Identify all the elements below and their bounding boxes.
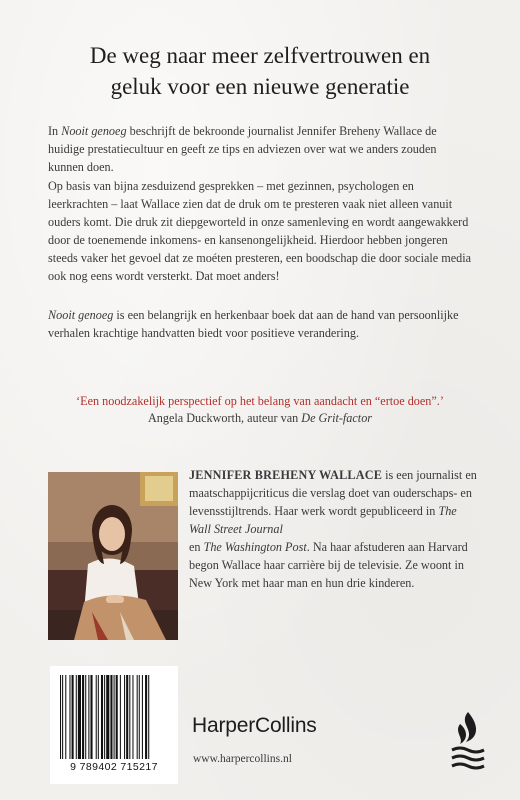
author-bio [189,466,479,592]
headline [40,40,480,102]
barcode-bars [58,675,170,759]
endorsement-quote [40,393,480,427]
headline-line-2: geluk voor een nieuwe generatie [110,74,410,99]
isbn-number: 9 789402 715217 [70,761,158,773]
publisher-website: www.harpercollins.nl [193,753,292,765]
closing-paragraph [48,306,472,342]
author-photo-illustration [48,472,178,640]
publication-wsj: The Wall Street Journal [189,504,457,536]
attribution-book-title: De Grit-factor [301,411,373,425]
intro-post: beschrijft de bekroonde journalist Jennifer Breheny Wallace de huidige prestatiecultuur en geeft ze tips en adviezen over wat we anders zouden kunnen doen. [48,124,437,174]
author-name: JENNIFER BREHENY WALLACE [189,468,383,482]
author-photo [48,472,178,640]
book-title-italic: Nooit genoeg [48,308,114,322]
fire-and-water-icon [448,710,488,772]
bio-part-2: en [189,540,204,554]
attribution-author: Angela Duckworth, auteur van [147,411,302,425]
book-title-italic: Nooit genoeg [61,124,127,138]
quote-text: ‘Een noodzakelijk perspectief op het belang van aandacht en “ertoe doen”.’ [76,394,444,408]
headline-line-1: De weg naar meer zelfvertrouwen en [89,43,431,68]
intro-pre: In [48,124,62,138]
bio-part-1: is een journalist en maatschappijcriticus die verslag doet van ouderschaps- en levensstijltrends. Haar werk wordt gepubliceerd in [189,468,477,518]
publisher-name: HarperCollins [192,714,317,737]
closing-post: is een belangrijk en herkenbaar boek dat aan de hand van persoonlijke verhalen krachtige handvatten biedt voor positieve verandering. [48,308,459,340]
barcode [50,666,178,784]
quote-attribution [40,410,480,427]
body-paragraph: Op basis van bijna zesduizend gesprekken – met gezinnen, psychologen en leerkrachten – laat Wallace zien dat de druk om te presteren vaak niet alleen vanuit ouders komt. Die druk zit diepgeworteld in onze samenleving en wordt aangewakkerd door de toenemende inkomens- en kansenongelijkheid. Hierdoor hebben jongeren steeds vaker het gevoel dat ze moéten presteren, een boodschap die door sociale media ook nog eens wordt versterkt. Dat moet anders! [48,179,472,283]
publication-wapo: The Washington Post [203,540,307,554]
bio-part-3: . Na haar afstuderen aan Harvard begon Wallace haar carrière bij de televisie. Ze woont in New York met haar man en hun drie kinderen. [189,540,468,590]
intro-paragraph [48,122,472,176]
